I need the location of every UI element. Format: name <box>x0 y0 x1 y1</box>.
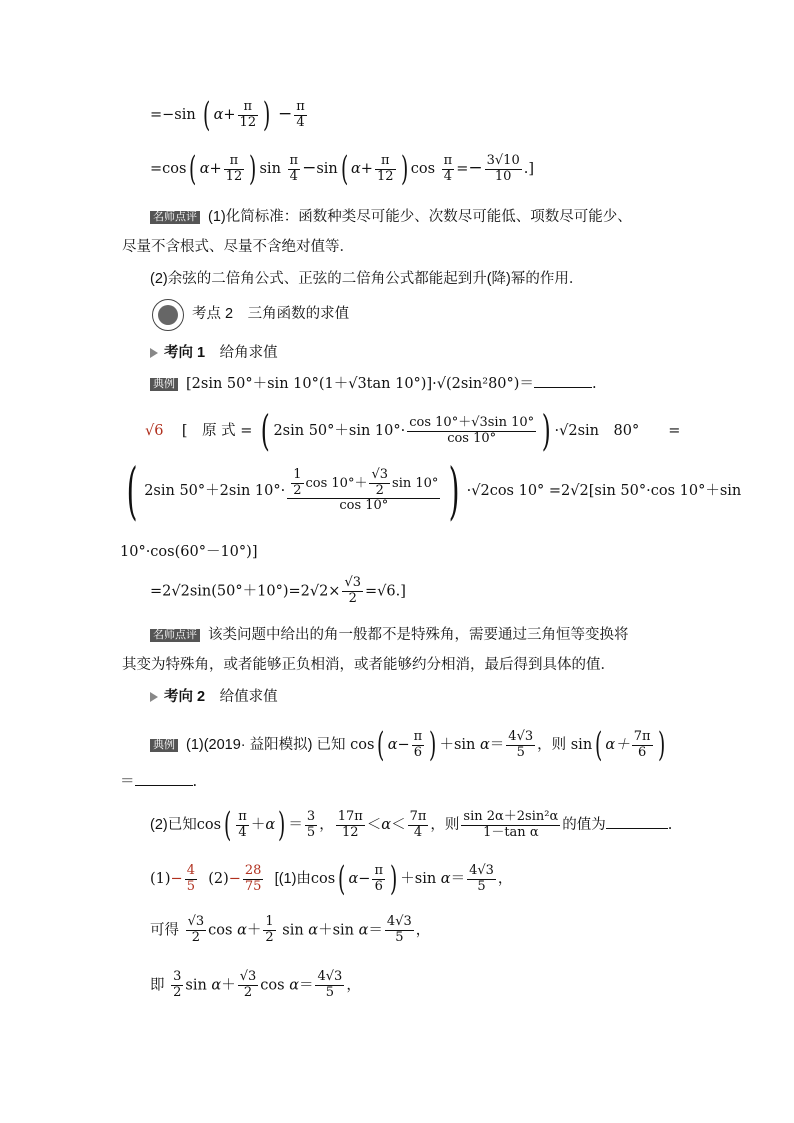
comment-tag: 名师点评 <box>150 211 200 224</box>
example-1-solution-3: 10°·cos(60°－10°)] <box>120 544 258 560</box>
comment-2-line1: 名师点评 该类问题中给出的角一般都不是特殊角，需要通过三角恒等变换将 <box>150 628 629 643</box>
answer-blank <box>135 775 193 786</box>
comment-1-line3: (2)余弦的二倍角公式、正弦的二倍角公式都能起到升(降)幂的作用． <box>150 271 584 287</box>
eq-line-2: =cos( α+ $\frac{\pi}{12}$ ) sin $\frac{\pi}{4}$ −sin( α+ $\frac{\pi}{12}$ ) cos $\frac{\pi}{4}$ =− $\frac{3√10}{10}$ .] <box>150 149 535 189</box>
eq-line-1: =−sin ( α+ $\frac{\pi}{12}$ ) − $\frac{\pi}{4}$ <box>150 95 305 135</box>
example-1-solution-2: ( 2sin 50°＋2sin 10°· $\frac{1}{2}$ cos 10°＋ $\frac{√3}{2}$ sin 10° cos 10° ) ·√2cos 10° =2√2[sin 50°·cos 10°＋sin <box>126 454 742 527</box>
comment-1-line1: 名师点评 (1)化简标准：函数种类尽可能少、次数尽可能低、项数尽可能少、 <box>150 210 632 225</box>
example-2-question-2: (2)已知cos( $\frac{\pi}{4}$ ＋α) ＝ $\frac{3}{5}$ ， $\frac{17\pi}{12}$ ＜α＜ $\frac{7\pi}{4}$ ，则 $\frac{\text{sin 2α＋2sin²α}}{\text{1－tan α}}$ 的值为 . <box>150 805 673 845</box>
example-tag: 典例 <box>150 739 178 752</box>
answer-blank <box>606 818 668 829</box>
example-2-step-2: 即 $\frac{3}{2}$ sin α＋ $\frac{√3}{2}$ cos α＝ $\frac{4√3}{5}$ ， <box>150 969 361 1000</box>
section-bullet-icon <box>152 299 184 331</box>
comment-2-line2: 其变为特殊角，或者能够正负相消，或者能够约分相消，最后得到具体的值． <box>122 657 615 673</box>
direction-1: 考向 1 给角求值 <box>150 346 278 361</box>
example-1-solution-4: =2√2sin(50°＋10°)=2√2× $\frac{√3}{2}$ =√6.] <box>150 575 406 606</box>
comment-tag: 名师点评 <box>150 629 200 642</box>
arrow-icon <box>150 692 158 702</box>
example-tag: 典例 <box>150 378 178 391</box>
direction-2: 考向 2 给值求值 <box>150 690 278 705</box>
example-2-question-1-blank: ＝ . <box>120 774 198 790</box>
arrow-icon <box>150 348 158 358</box>
example-1-question: 典例 [2sin 50°＋sin 10°(1＋√3tan 10°)]·√(2sin²80°)＝ . <box>150 377 597 392</box>
answer-blank <box>534 377 592 388</box>
example-1-solution-1: √6 [ 原 式 = ( 2sin 50°＋sin 10°· $\frac{\cos 10^\circ+√3\sin 10^\circ}{\cos 10^\circ}$ ) ·√2sin 80° = <box>145 406 681 455</box>
example-2-step-1: 可得 $\frac{√3}{2}$ cos α＋ $\frac{1}{2}$ sin α＋sin α＝ $\frac{4√3}{5}$ ， <box>150 914 431 945</box>
section-title: 考点 2 三角函数的求值 <box>192 306 350 322</box>
comment-1-line2: 尽量不含根式、尽量不含绝对值等． <box>122 239 354 255</box>
example-2-question-1: 典例 (1)(2019· 益阳模拟) 已知 cos( α− $\frac{\pi}{6}$ ) ＋sin α＝ $\frac{4√3}{5}$ ，则 sin( α＋ $\frac{7\pi}{6}$ ) <box>150 728 668 762</box>
example-2-answer: (1)− $\frac{4}{5}$ (2)− $\frac{28}{75}$ [(1)由cos( α− $\frac{\pi}{6}$ ) ＋sin α＝ $\frac{4√3}{5}$ ， <box>150 859 513 899</box>
